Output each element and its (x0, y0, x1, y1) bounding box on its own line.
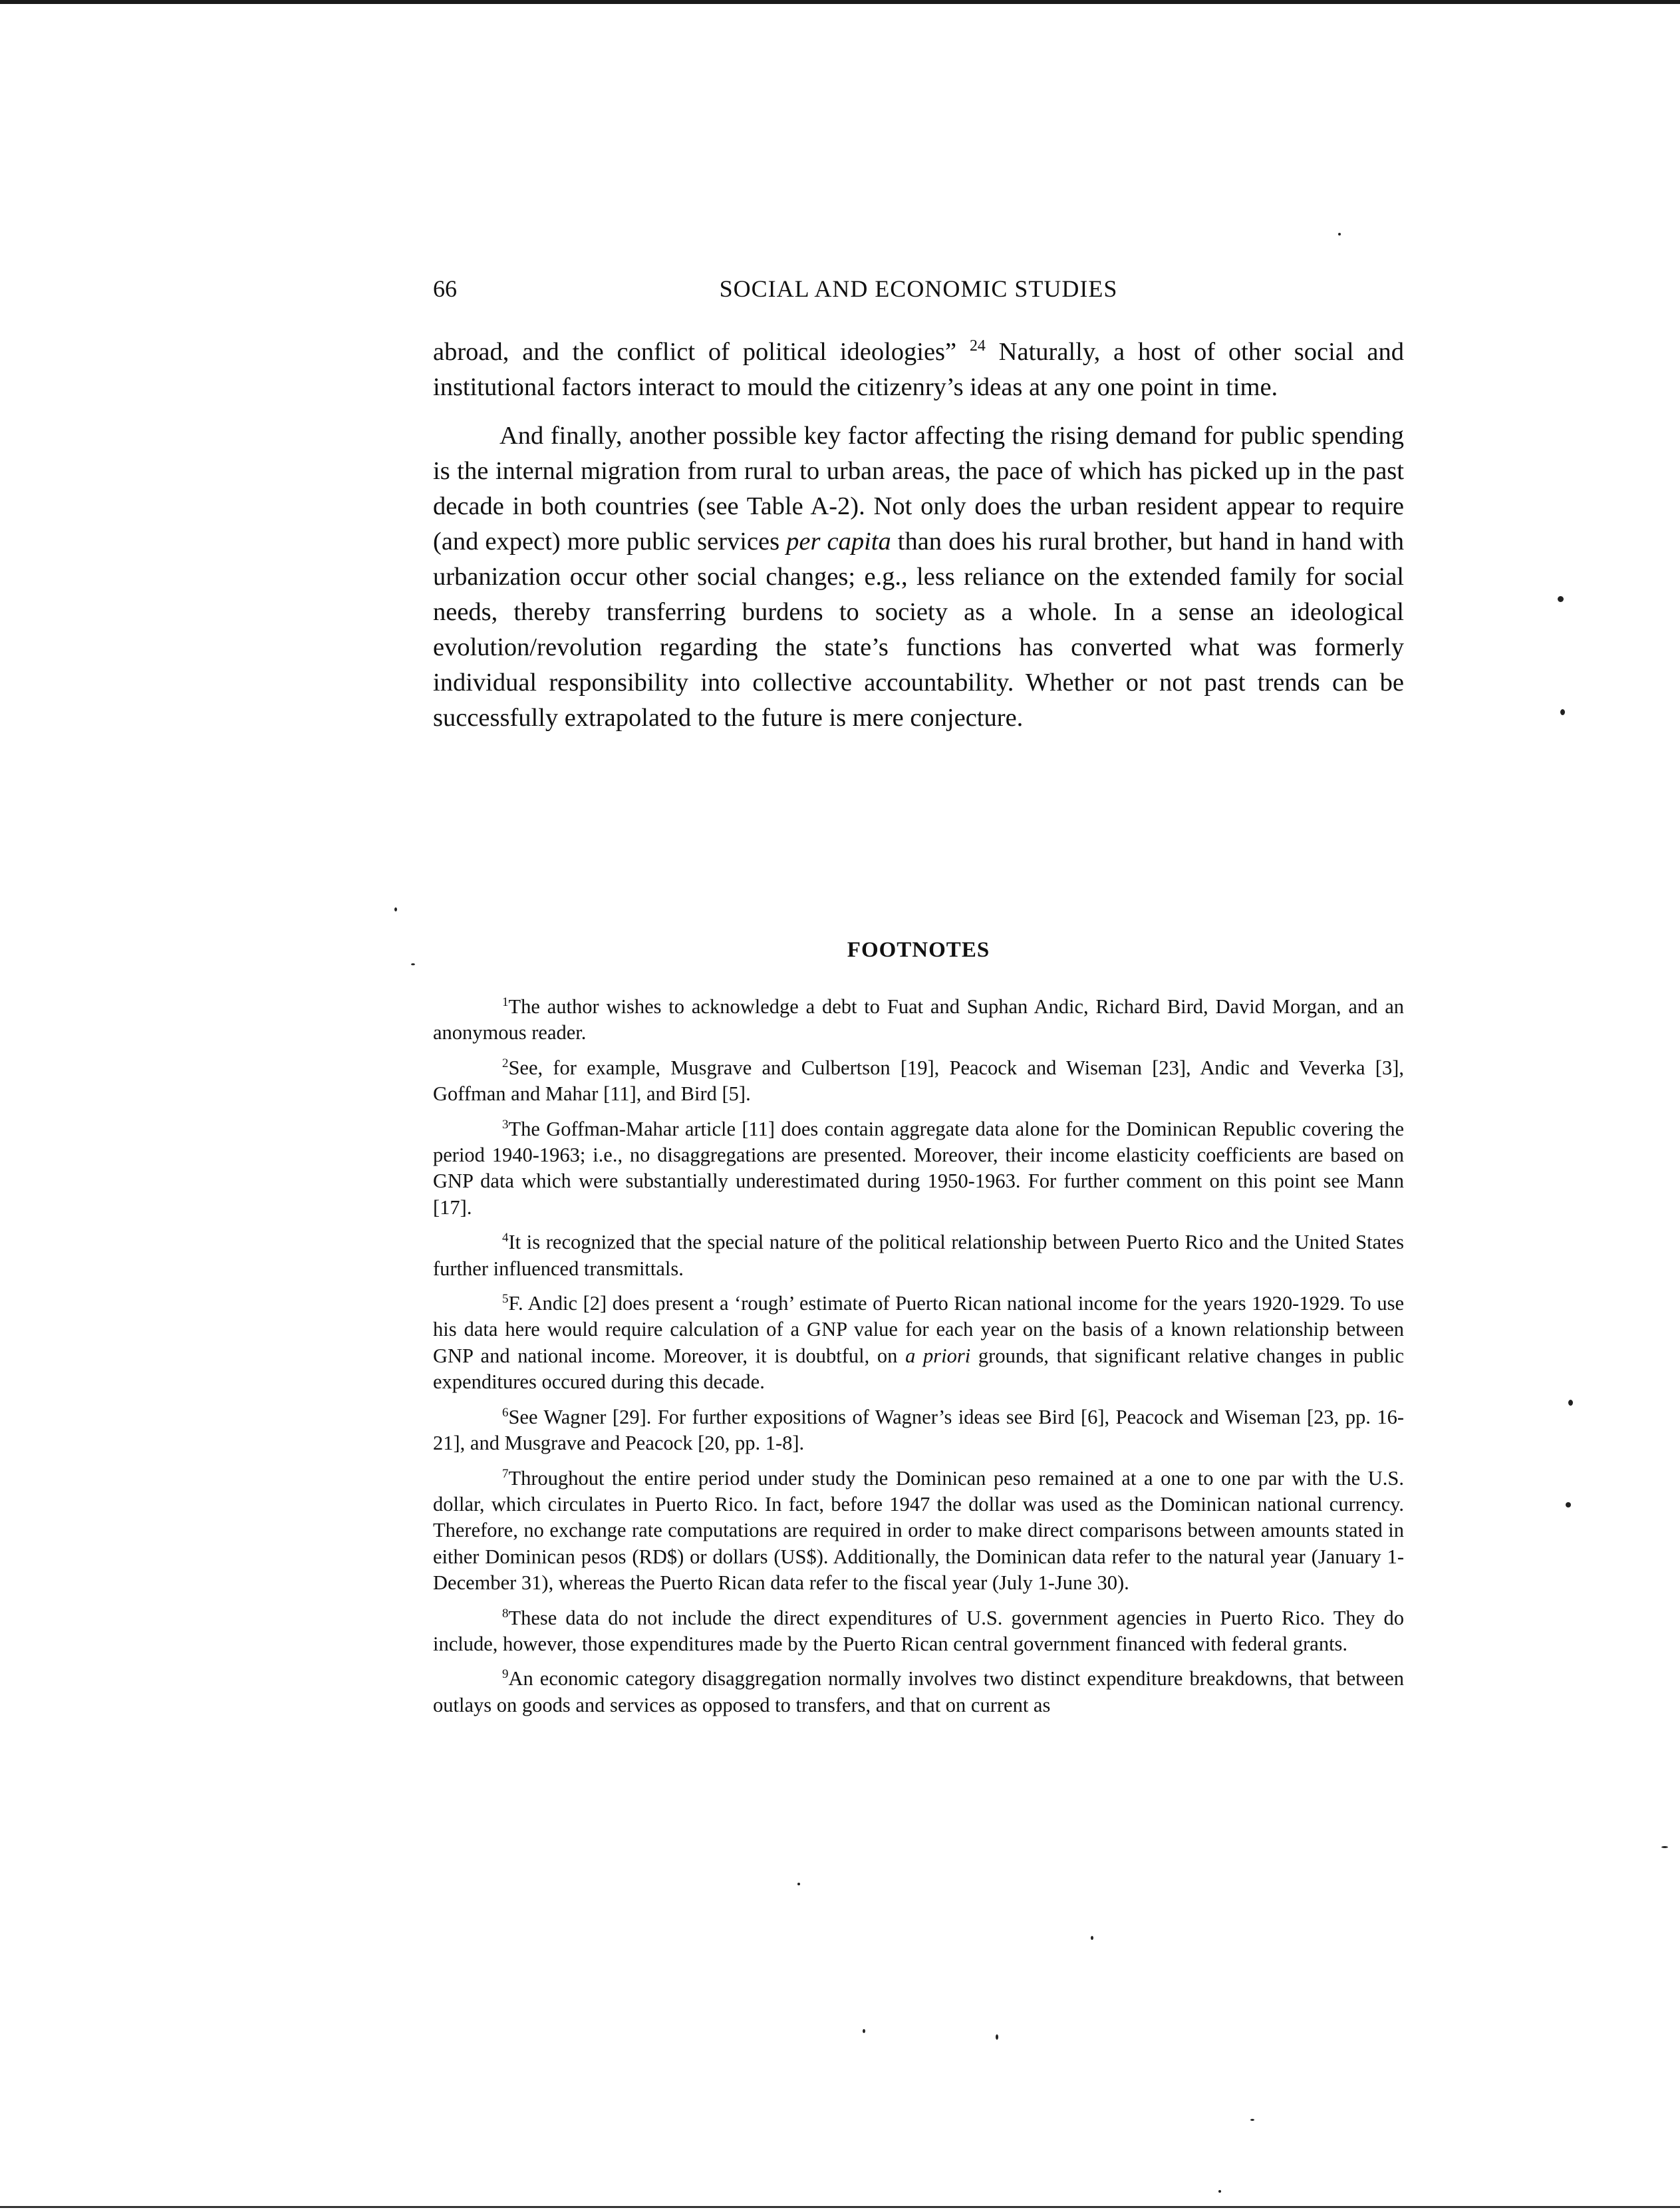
footnote-9: $^9$An economic category disaggregation normally involves two distinct expenditure breakdowns, that between outlays on goods and services as opposed to transfers, and that on current as (433, 1667, 1404, 1716)
reference-24: 24 (969, 337, 986, 355)
scan-speck (1250, 2119, 1254, 2121)
footnote-8: $^8$These data do not include the direct expenditures of U.S. government agencies in Puerto Rico. They do include, however, those expenditures made by the Puerto Rican central government financed with federal grants. (433, 1606, 1404, 1655)
scan-speck (394, 907, 397, 911)
footnote-6: $^6$See Wagner [29]. For further expositions of Wagner’s ideas see Bird [6], Peacock and Wiseman [23, pp. 16-21], and Musgrave and Peacock [20, pp. 1-8]. (433, 1405, 1404, 1455)
scan-speck (1560, 709, 1565, 715)
footnote-1: $^1$The author wishes to acknowledge a debt to Fuat and Suphan Andic, Richard Bird, David Morgan, and an anonymous reader. (433, 995, 1404, 1044)
footnote-5: $^5$F. Andic [2] does present a ‘rough’ estimate of Puerto Rican national income for the years 1920-1929. To use his data here would require calculation of a GNP value for each year on the basis of a known relationship between GNP and national income. Moreover, it is doubtful, on a priori grounds, that significant relative changes in public expenditures occured during this decade. (433, 1291, 1405, 1394)
footnotes-list (433, 994, 1404, 1727)
page-header (433, 275, 1404, 308)
footnote-2: $^2$See, for example, Musgrave and Culbertson [19], Peacock and Wiseman [23], Andic and Veverka [3], Goffman and Mahar [11], and Bird [5]. (433, 1056, 1404, 1106)
footnote-4: $^4$It is recognized that the special nature of the political relationship between Puerto Rico and the United States further influenced transmittals. (433, 1231, 1404, 1280)
emphasis-per-capita: per capita (786, 528, 891, 555)
body-text (433, 335, 1404, 749)
footnote-3: $^3$The Goffman-Mahar article [11] does contain aggregate data alone for the Dominican Republic covering the period 1940-1963; i.e., no disaggregations are presented. Moreover, their income elasticity coefficients are based on GNP data which were substantially underestimated during 1950-1963. For further comment on this point see Mann [17]. (433, 1117, 1404, 1219)
scan-speck (1091, 1936, 1093, 1940)
footnote-7: $^7$Throughout the entire period under study the Dominican peso remained at a one to one par with the U.S. dollar, which circulates in Puerto Rico. In fact, before 1947 the dollar was used as the Dominican national currency. Therefore, no exchange rate computations are required in order to make direct comparisons between amounts stated in either Dominican pesos (RD$) or dollars (US$). Additionally, the Dominican data refer to the natural year (January 1-December 31), whereas the Puerto Rican data refer to the fiscal year (July 1-June 30). (433, 1466, 1404, 1595)
scan-speck (1568, 1400, 1573, 1406)
scan-speck (797, 1883, 800, 1885)
scan-speck (1566, 1502, 1571, 1507)
running-title: SOCIAL AND ECONOMIC STUDIES (719, 275, 1118, 302)
scan-speck (863, 2029, 865, 2033)
footnotes-heading: FOOTNOTES (847, 938, 990, 962)
paragraph-1: abroad, and the conflict of political ideologies” $^{24}$ Naturally, a host of other social and institutional factors interact to mould the citizenry’s ideas at any one point in time. (433, 337, 1405, 401)
scan-speck (996, 2034, 998, 2040)
scan-edge-top (0, 0, 1680, 4)
scan-speck (1558, 596, 1564, 602)
scan-speck (411, 963, 415, 965)
scan-speck (1338, 233, 1341, 236)
page-number: 66 (433, 275, 457, 302)
scan-edge-bottom (0, 2206, 1680, 2208)
scan-speck (1218, 2190, 1221, 2193)
paragraph-2: And finally, another possible key factor affecting the rising demand for public spending is the internal migration from rural to urban areas, the pace of which has picked up in the past decade in both countries (see Table A-2). Not only does the urban resident appear to require (and expect) more public services per capita than does his rural brother, but hand in hand with urbanization occur other social changes; e.g., less reliance on the extended family for social needs, thereby transferring burdens to society as a whole. In a sense an ideological evolution/revolution regarding the state’s functions has converted what was formerly individual responsibility into collective accountability. Whether or not past trends can be successfully extrapolated to the future is mere conjecture. (433, 422, 1404, 732)
scan-speck (1661, 1846, 1668, 1848)
